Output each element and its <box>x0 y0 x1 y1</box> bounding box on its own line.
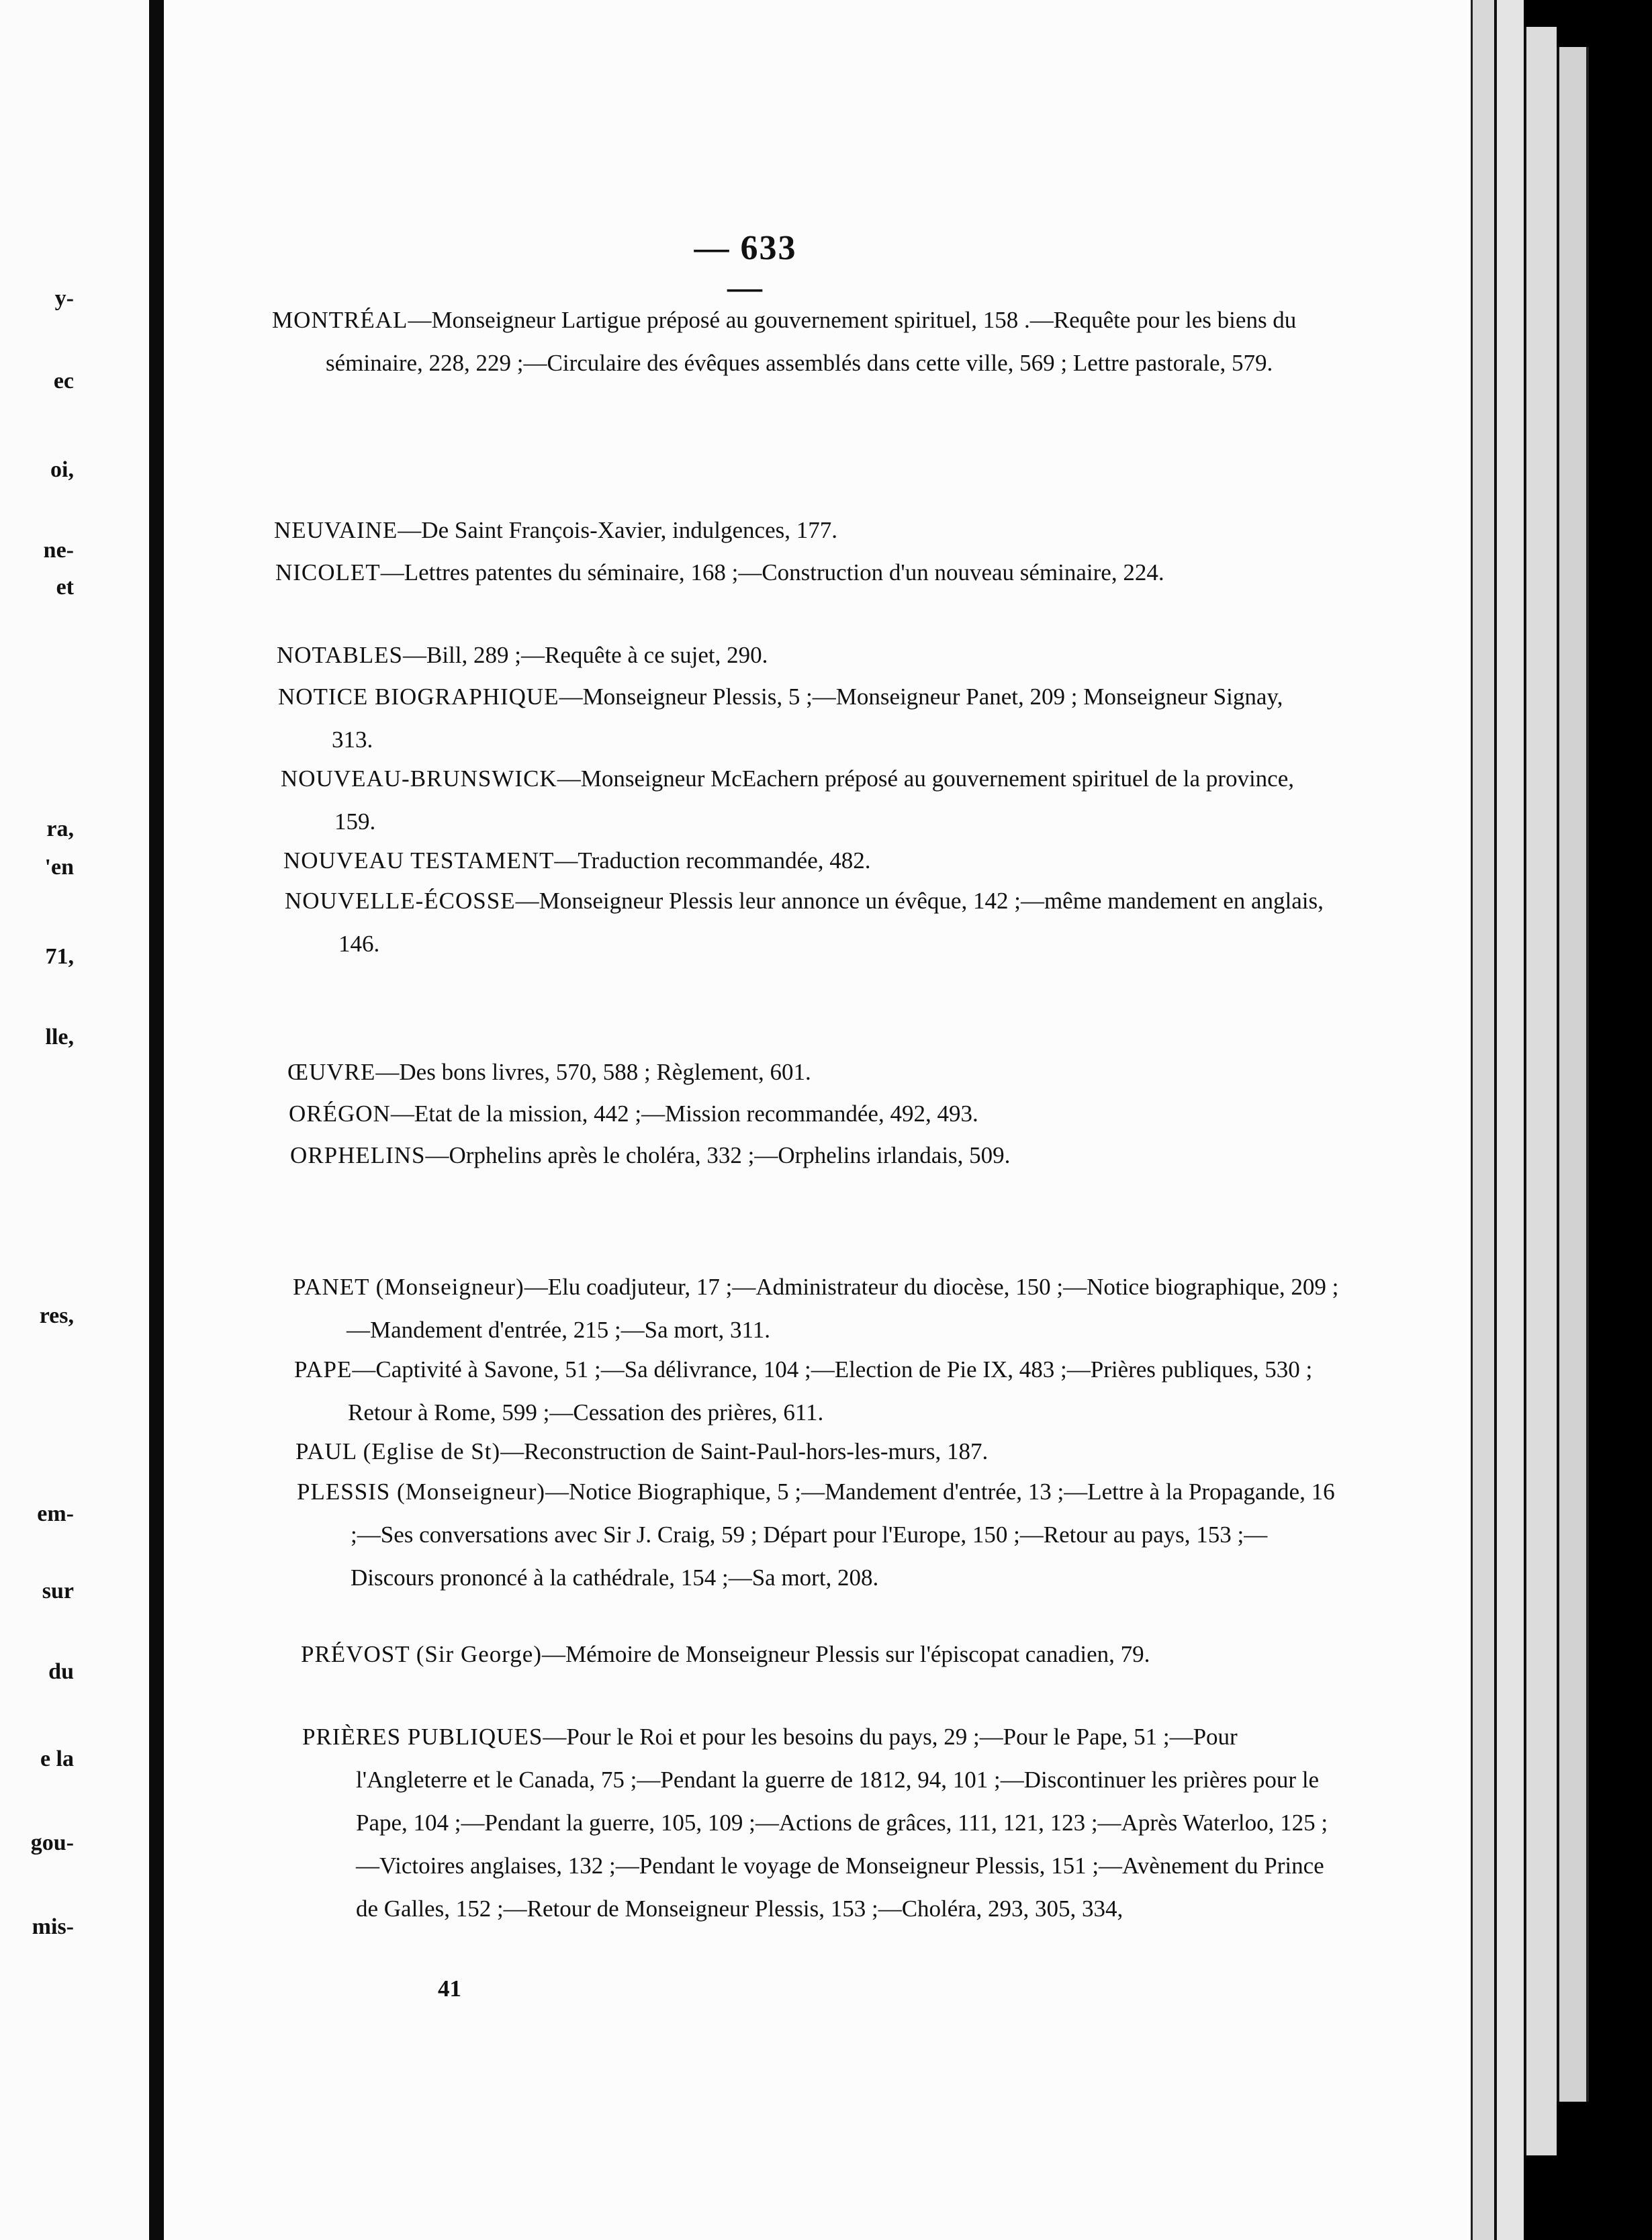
page-edge <box>1495 0 1524 2240</box>
signature-mark: 41 <box>438 1975 461 2002</box>
left-page-fragment: e la <box>40 1746 74 1771</box>
entry-text: —Bill, 289 ;—Requête à ce sujet, 290. <box>402 642 768 668</box>
index-entry <box>297 1471 1344 1599</box>
entry-text: —Orphelins après le choléra, 332 ;—Orphelins irlandais, 509. <box>425 1142 1011 1168</box>
entry-text: —Captivité à Savone, 51 ;—Sa délivrance, 104 ;—Election de Pie IX, 483 ;—Prières publiques, 530 ; Retour à Rome, 599 ;—Cessation des prières, 611. <box>348 1356 1313 1426</box>
left-page-fragment: du <box>48 1659 74 1684</box>
left-page-fragment: y- <box>54 286 74 311</box>
entry-text: —De Saint François-Xavier, indulgences, 177. <box>398 517 837 543</box>
index-entry <box>302 1716 1350 1930</box>
entry-heading: PRIÈRES PUBLIQUES <box>302 1724 543 1750</box>
entry-text: —Monseigneur Plessis leur annonce un évêque, 142 ;—même mandement en anglais, 146. <box>338 888 1324 957</box>
entry-text: —Reconstruction de Saint-Paul-hors-les-murs, 187. <box>500 1438 989 1464</box>
index-entry <box>274 509 1322 552</box>
entry-heading: NOTICE BIOGRAPHIQUE <box>278 684 559 710</box>
entry-text: —Monseigneur McEachern préposé au gouvernement spirituel de la province, 159. <box>334 765 1294 835</box>
index-entry <box>294 1348 1342 1434</box>
left-page-fragment: res, <box>39 1303 74 1328</box>
left-facing-page <box>0 0 149 2240</box>
index-entry <box>272 299 1320 385</box>
entry-heading: PAPE <box>294 1356 353 1383</box>
entry-heading: ŒUVRE <box>287 1059 376 1085</box>
index-entry <box>285 880 1332 966</box>
index-entry <box>301 1633 1348 1676</box>
left-page-fragment: et <box>56 575 74 600</box>
entry-text: —Notice Biographique, 5 ;—Mandement d'entrée, 13 ;—Lettre à la Propagande, 16 ;—Ses conversations avec Sir J. Craig, 59 ; Départ pour l'Europe, 150 ;—Retour au pays, 153 ;—Discours prononcé à la cathédrale, 154 ;—Sa mort, 208. <box>351 1479 1335 1591</box>
left-page-fragment: lle, <box>45 1025 74 1049</box>
left-page-fragment: gou- <box>30 1830 74 1855</box>
entry-heading: NOUVEAU-BRUNSWICK <box>281 765 557 792</box>
entry-text: —Monseigneur Lartigue préposé au gouvernement spirituel, 158 .—Requête pour les biens du séminaire, 228, 229 ;—Circulaire des évêques assemblés dans cette ville, 569 ; Lettre pastorale, 579. <box>326 307 1297 376</box>
index-entry <box>289 1092 1336 1135</box>
entry-text: —Monseigneur Plessis, 5 ;—Monseigneur Panet, 209 ; Monseigneur Signay, 313. <box>332 684 1283 753</box>
page-edge <box>1557 47 1589 2102</box>
entry-heading: ORÉGON <box>289 1101 391 1127</box>
entry-text: —Elu coadjuteur, 17 ;—Administrateur du diocèse, 150 ;—Notice biographique, 209 ;—Mandement d'entrée, 215 ;—Sa mort, 311. <box>347 1274 1339 1343</box>
entry-heading: PAUL (Eglise de St) <box>295 1438 501 1464</box>
page-edge <box>1471 0 1494 2240</box>
entry-heading: NEUVAINE <box>274 517 398 543</box>
index-entry <box>275 551 1323 594</box>
index-entry <box>283 839 1331 882</box>
entry-heading: NOUVELLE-ÉCOSSE <box>285 888 516 914</box>
left-page-fragment: 71, <box>45 944 74 969</box>
left-page-fragment: oi, <box>50 457 74 482</box>
entry-heading: NOUVEAU TESTAMENT <box>283 847 555 874</box>
entry-text: —Lettres patentes du séminaire, 168 ;—Construction d'un nouveau séminaire, 224. <box>380 559 1164 586</box>
entry-text: —Pour le Roi et pour les besoins du pays, 29 ;—Pour le Pape, 51 ;—Pour l'Angleterre et le Canada, 75 ;—Pendant la guerre de 1812, 94, 101 ;—Discontinuer les prières pour le Pape, 104 ;—Pendant la guerre, 105, 109 ;—Actions de grâces, 111, 121, 123 ;—Après Waterloo, 125 ;—Victoires anglaises, 132 ;—Pendant le voyage de Monseigneur Plessis, 151 ;—Avènement du Prince de Galles, 152 ;—Retour de Monseigneur Plessis, 153 ;—Choléra, 293, 305, 334, <box>356 1724 1328 1922</box>
left-page-fragment: ec <box>53 369 74 393</box>
entry-heading: PRÉVOST (Sir George) <box>301 1641 542 1667</box>
index-entry <box>277 634 1324 677</box>
page-edge <box>1524 27 1557 2155</box>
left-page-fragment: ra, <box>46 816 74 841</box>
entry-heading: ORPHELINS <box>290 1142 426 1168</box>
left-page-fragment: em- <box>37 1501 74 1526</box>
left-page-fragment: sur <box>42 1579 74 1603</box>
left-page-fragment: ne- <box>43 538 74 563</box>
entry-heading: NOTABLES <box>277 642 403 668</box>
left-page-fragment: 'en <box>44 855 74 880</box>
entry-text: —Etat de la mission, 442 ;—Mission recommandée, 492, 493. <box>390 1101 978 1127</box>
index-entry <box>290 1134 1338 1177</box>
index-entry <box>278 675 1326 761</box>
entry-heading: PLESSIS (Monseigneur) <box>297 1479 546 1505</box>
entry-heading: PANET (Monseigneur) <box>293 1274 524 1300</box>
index-entry <box>293 1266 1340 1352</box>
book-gutter <box>149 0 164 2240</box>
index-entry <box>295 1430 1343 1473</box>
index-entry <box>281 757 1328 843</box>
entry-text: —Mémoire de Monseigneur Plessis sur l'épiscopat canadien, 79. <box>541 1641 1150 1667</box>
index-entry <box>287 1051 1335 1094</box>
left-page-fragment: mis- <box>32 1914 74 1939</box>
entry-text: —Des bons livres, 570, 588 ; Règlement, 601. <box>375 1059 811 1085</box>
entry-heading: MONTRÉAL <box>272 307 408 333</box>
page-number: — 633 — <box>694 229 797 307</box>
entry-heading: NICOLET <box>275 559 381 586</box>
entry-text: —Traduction recommandée, 482. <box>554 847 871 874</box>
